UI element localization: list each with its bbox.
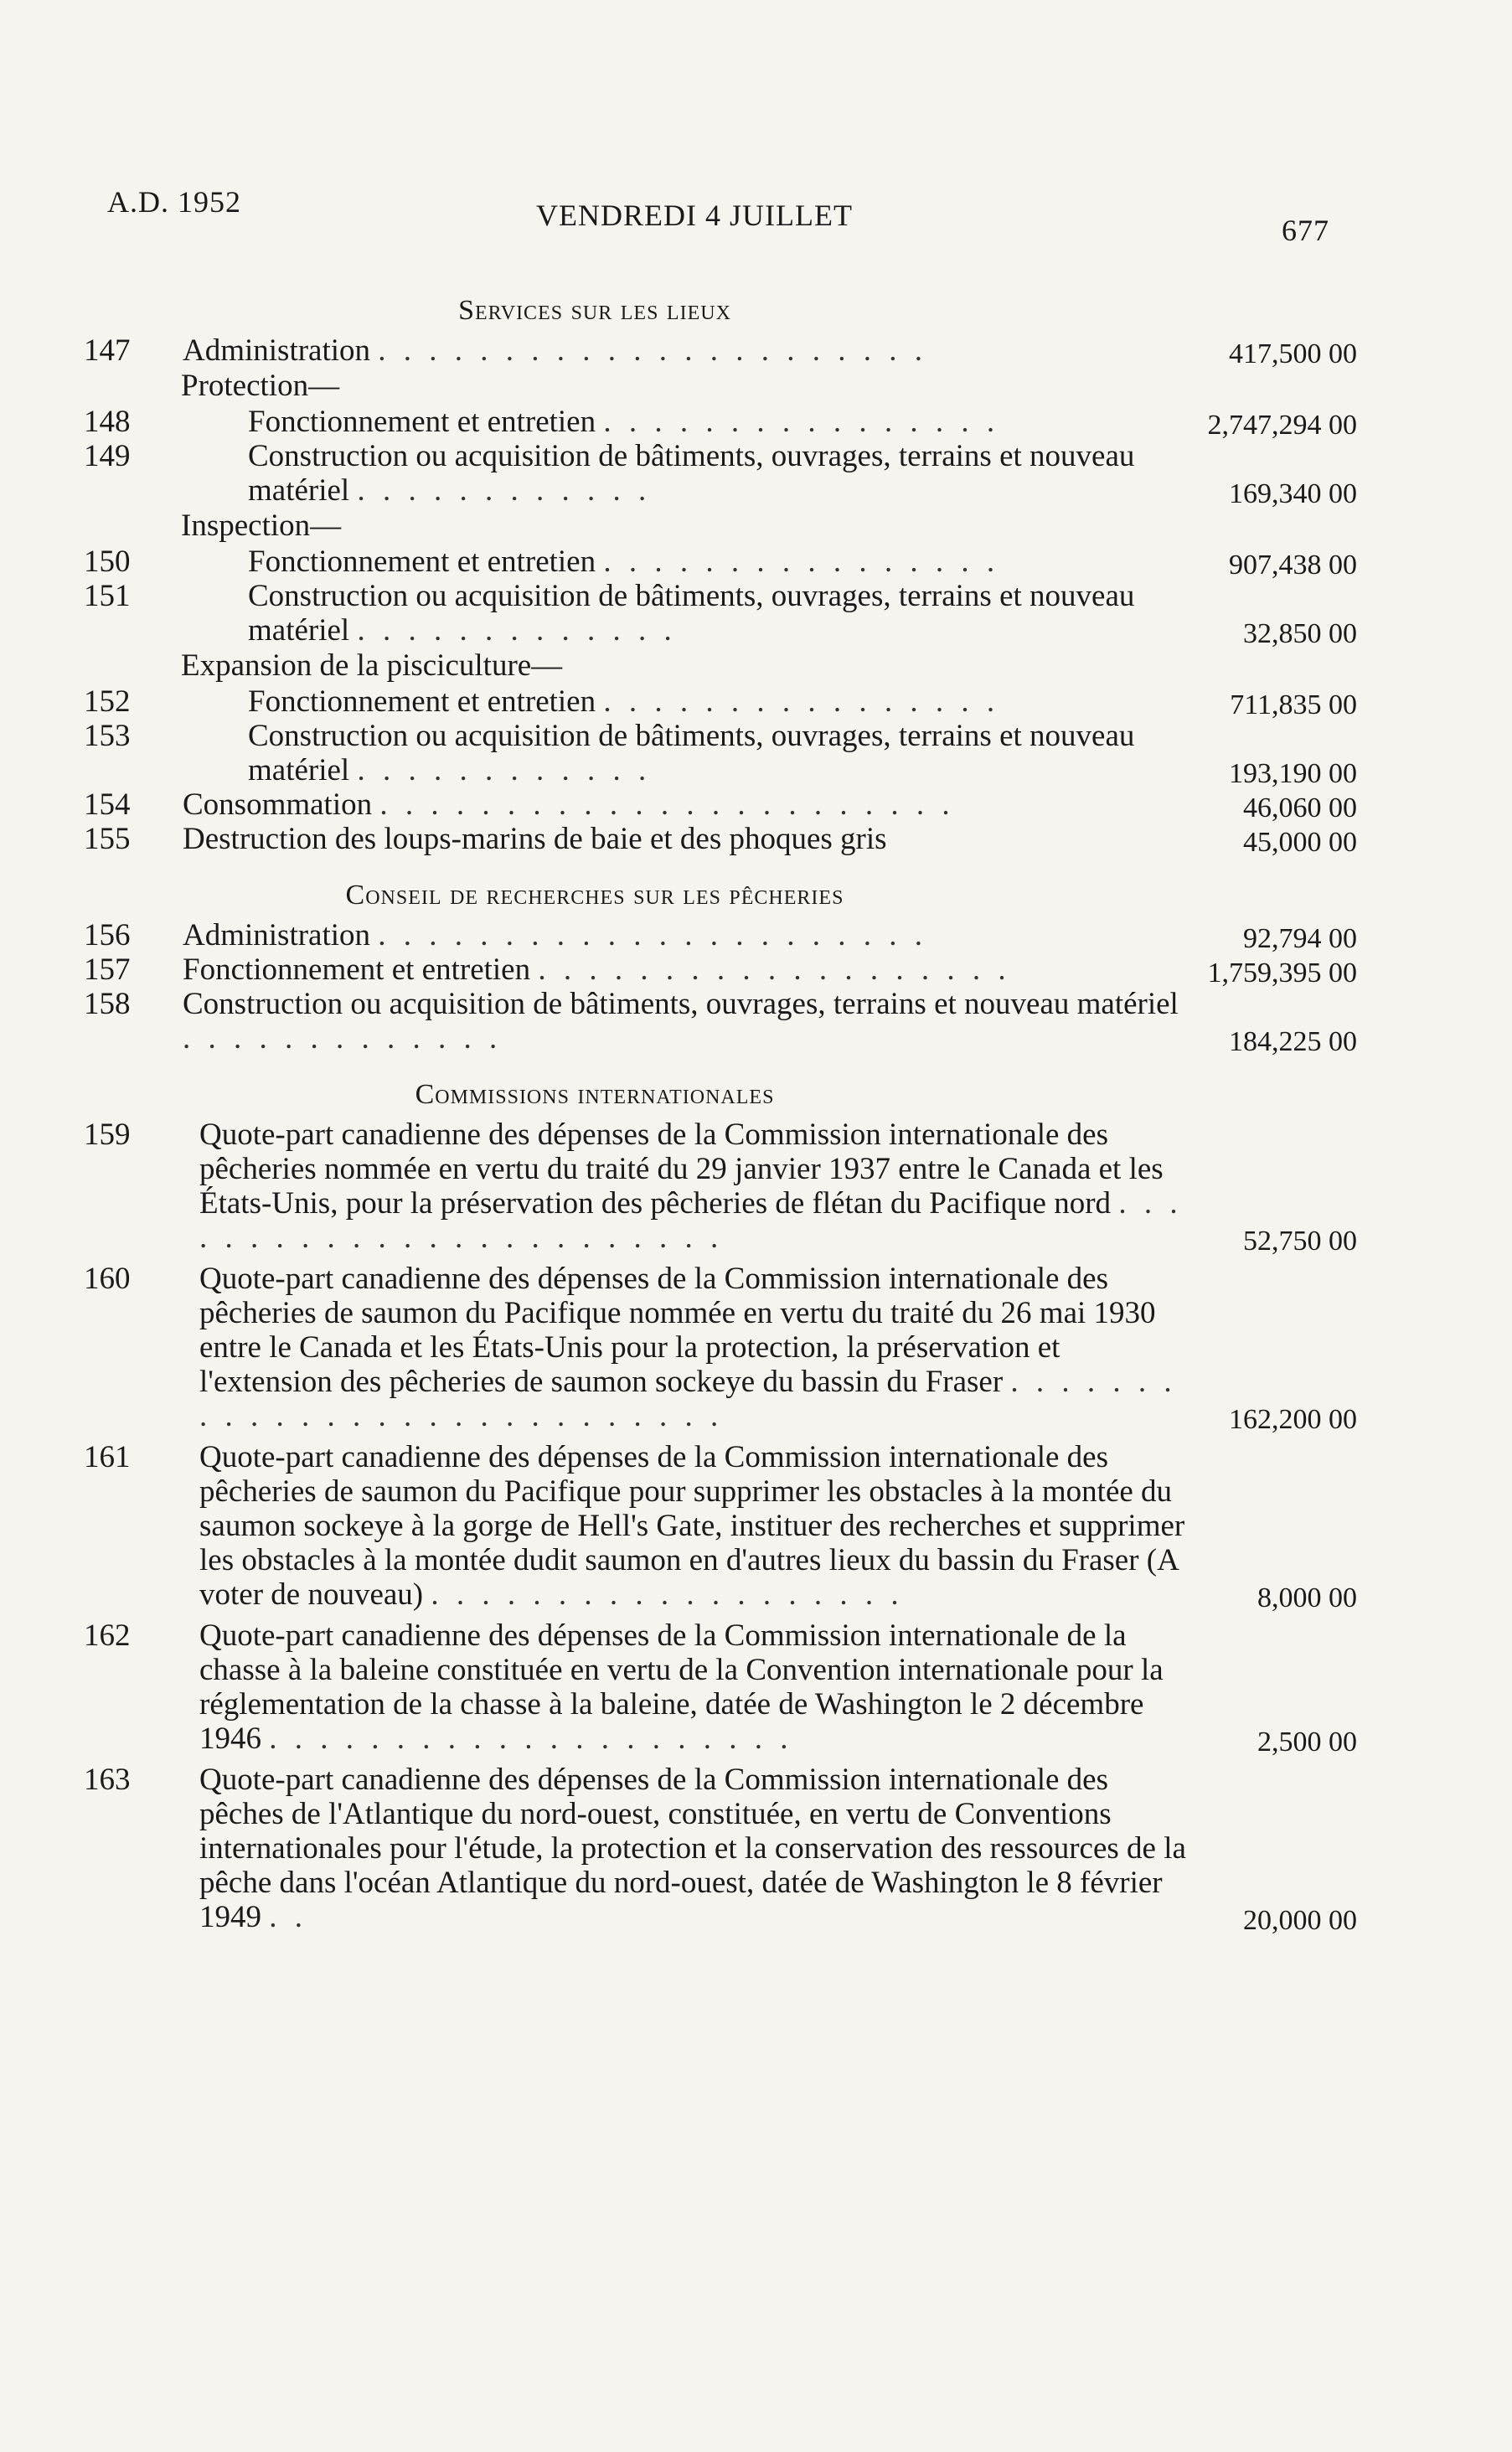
item-amount: 20,000 00 — [1243, 1905, 1357, 1936]
item-158: 158 Construction ou acquisition de bâtiments, ouvrages, terrains et nouveau matériel . . . . . . . . . . . . . 184,225 00 — [84, 987, 1357, 1057]
section-title-commissions: Commissions internationales — [415, 1079, 775, 1110]
item-number: 152 — [84, 684, 131, 719]
item-text: Administration — [183, 918, 371, 952]
item-amount: 2,500 00 — [1257, 1727, 1357, 1758]
subheading-expansion: Expansion de la pisciculture— — [181, 648, 563, 683]
item-150: 150 Fonctionnement et entretien . . . . . . . . . . . . . . . . 907,438 00 — [84, 545, 1357, 581]
item-text: Quote-part canadienne des dépenses de la Commission internationale des pêcheries de saumon du Pacifique nommée en vertu du traité du 26 mai 1930 entre le Canada et les États-Unis pour la protection, la préservation et l'extension des pêcheries de saumon sockeye du bassin du Fraser — [199, 1262, 1156, 1399]
item-amount: 907,438 00 — [1229, 550, 1357, 581]
item-number: 147 — [84, 333, 131, 368]
item-number: 156 — [84, 918, 131, 952]
item-amount: 711,835 00 — [1230, 689, 1357, 720]
item-149: 149 Construction ou acquisition de bâtiments, ouvrages, terrains et nouveau matériel . . . . . . . . . . . . 169,340 00 — [84, 439, 1357, 509]
section-title-services: Services sur les lieux — [458, 295, 731, 326]
item-152: 152 Fonctionnement et entretien . . . . . . . . . . . . . . . . 711,835 00 — [84, 684, 1357, 720]
item-number: 148 — [84, 405, 131, 439]
item-amount: 8,000 00 — [1257, 1582, 1357, 1613]
item-159: 159 Quote-part canadienne des dépenses de la Commission internationale des pêcheries nommée en vertu du traité du 29 janvier 1937 entre le Canada et les États-Unis, pour la préservation des pêcheries de flétan du Pacifique nord . . . . . . . . . . . . . . . . . . . . . . . . 52,750 00 — [84, 1118, 1357, 1257]
item-160: 160 Quote-part canadienne des dépenses de la Commission internationale des pêcheries de saumon du Pacifique nommée en vertu du traité du 26 mai 1930 entre le Canada et les États-Unis pour la protection, la préservation et l'extension des pêcheries de saumon sockeye du bassin du Fraser . . . . . . . . . . . . . . . . . . . . . . . . . . . . 162,200 00 — [84, 1262, 1357, 1435]
item-amount: 184,225 00 — [1229, 1026, 1357, 1057]
item-number: 151 — [84, 579, 131, 613]
item-text: Construction ou acquisition de bâtiments, ouvrages, terrains et nouveau matériel — [248, 439, 1135, 508]
section-title-conseil: Conseil de recherches sur les pêcheries — [345, 880, 844, 911]
item-154: 154 Consommation . . . . . . . . . . . . . . . . . . . . . . . 46,060 00 — [84, 787, 1357, 823]
item-153: 153 Construction ou acquisition de bâtiments, ouvrages, terrains et nouveau matériel . . . . . . . . . . . . 193,190 00 — [84, 719, 1357, 789]
item-amount: 169,340 00 — [1229, 478, 1357, 509]
item-text: Quote-part canadienne des dépenses de la Commission internationale des pêches de l'Atlantique du nord-ouest, constituée, en vertu de Conventions internationales pour l'étude, la protection et la conservation des ressources de la pêche dans l'océan Atlantique du nord-ouest, datée de Washington le 8 février 1949 — [199, 1763, 1186, 1934]
item-text: Construction ou acquisition de bâtiments, ouvrages, terrains et nouveau matériel — [248, 719, 1135, 787]
item-number: 162 — [84, 1618, 131, 1653]
item-number: 157 — [84, 952, 131, 987]
item-amount: 32,850 00 — [1243, 618, 1357, 649]
item-number: 159 — [84, 1118, 131, 1152]
estimates-list — [84, 283, 1357, 1934]
subheading-protection: Protection— — [181, 369, 340, 403]
header-year: A.D. 1952 — [107, 185, 241, 219]
item-number: 153 — [84, 719, 131, 753]
item-amount: 45,000 00 — [1243, 827, 1357, 858]
item-number: 155 — [84, 822, 131, 856]
item-amount: 162,200 00 — [1229, 1404, 1357, 1435]
item-text: Consommation — [183, 787, 373, 822]
item-number: 149 — [84, 439, 131, 473]
item-text: Fonctionnement et entretien — [248, 684, 596, 719]
item-text: Quote-part canadienne des dépenses de la Commission internationale des pêcheries de saumon du Pacifique pour supprimer les obstacles à la montée du saumon sockeye à la gorge de Hell's Gate, instituer des recherches et supprimer les obstacles à la montée dudit saumon en d'autres lieux du bassin du Fraser (A voter de nouveau) — [199, 1440, 1185, 1612]
item-text: Fonctionnement et entretien — [248, 405, 596, 439]
item-amount: 193,190 00 — [1229, 758, 1357, 789]
item-number: 150 — [84, 545, 131, 579]
item-157: 157 Fonctionnement et entretien . . . . . . . . . . . . . . . . . . . 1,759,395 00 — [84, 952, 1357, 989]
item-number: 160 — [84, 1262, 131, 1296]
item-148: 148 Fonctionnement et entretien . . . . . . . . . . . . . . . . 2,747,294 00 — [84, 405, 1357, 441]
item-151: 151 Construction ou acquisition de bâtiments, ouvrages, terrains et nouveau matériel . . . . . . . . . . . . . 32,850 00 — [84, 579, 1357, 649]
item-amount: 1,759,395 00 — [1207, 958, 1357, 989]
item-156: 156 Administration . . . . . . . . . . . . . . . . . . . . . . 92,794 00 — [84, 918, 1357, 954]
item-text: Fonctionnement et entretien — [183, 952, 531, 987]
item-text: Construction ou acquisition de bâtiments, ouvrages, terrains et nouveau matériel — [183, 987, 1179, 1021]
item-amount: 46,060 00 — [1243, 792, 1357, 823]
item-amount: 92,794 00 — [1243, 923, 1357, 954]
item-number: 158 — [84, 987, 131, 1021]
item-162: 162 Quote-part canadienne des dépenses de la Commission internationale de la chasse à la baleine constituée en vertu de la Convention internationale pour la réglementation de la chasse à la baleine, datée de Washington le 2 décembre 1946 . . . . . . . . . . . . . . . . . . . . . 2,500 00 — [84, 1618, 1357, 1758]
subheading-inspection: Inspection— — [181, 508, 342, 543]
item-amount: 417,500 00 — [1229, 338, 1357, 369]
header-date: VENDREDI 4 JUILLET — [536, 199, 853, 232]
item-text: Fonctionnement et entretien — [248, 545, 596, 579]
item-amount: 52,750 00 — [1243, 1226, 1357, 1257]
item-163: 163 Quote-part canadienne des dépenses de la Commission internationale des pêches de l'Atlantique du nord-ouest, constituée, en vertu de Conventions internationales pour l'étude, la protection et la conservation des ressources de la pêche dans l'océan Atlantique du nord-ouest, datée de Washington le 8 février 1949 . . 20,000 00 — [84, 1763, 1357, 1936]
item-amount: 2,747,294 00 — [1207, 410, 1357, 441]
item-number: 154 — [84, 787, 131, 822]
item-text: Construction ou acquisition de bâtiments, ouvrages, terrains et nouveau matériel — [248, 579, 1135, 648]
item-155 — [84, 822, 1357, 856]
page-number: 677 — [1282, 214, 1329, 247]
item-161: 161 Quote-part canadienne des dépenses de la Commission internationale des pêcheries de saumon du Pacifique pour supprimer les obstacles à la montée du saumon sockeye à la gorge de Hell's Gate, instituer des recherches et supprimer les obstacles à la montée dudit saumon en d'autres lieux du bassin du Fraser (A voter de nouveau) . . . . . . . . . . . . . . . . . . . 8,000 00 — [84, 1440, 1357, 1613]
item-text: Administration — [183, 333, 371, 368]
item-text: Destruction des loups-marins de baie et des phoques gris — [183, 822, 887, 856]
item-text: Quote-part canadienne des dépenses de la Commission internationale de la chasse à la baleine constituée en vertu de la Convention internationale pour la réglementation de la chasse à la baleine, datée de Washington le 2 décembre 1946 — [199, 1618, 1164, 1756]
item-text: Quote-part canadienne des dépenses de la Commission internationale des pêcheries nommée en vertu du traité du 29 janvier 1937 entre le Canada et les États-Unis, pour la préservation des pêcheries de flétan du Pacifique nord — [199, 1118, 1164, 1221]
item-number: 161 — [84, 1440, 131, 1474]
item-number: 163 — [84, 1763, 131, 1797]
item-147: 147 Administration . . . . . . . . . . . . . . . . . . . . . . 417,500 00 — [84, 333, 1357, 369]
